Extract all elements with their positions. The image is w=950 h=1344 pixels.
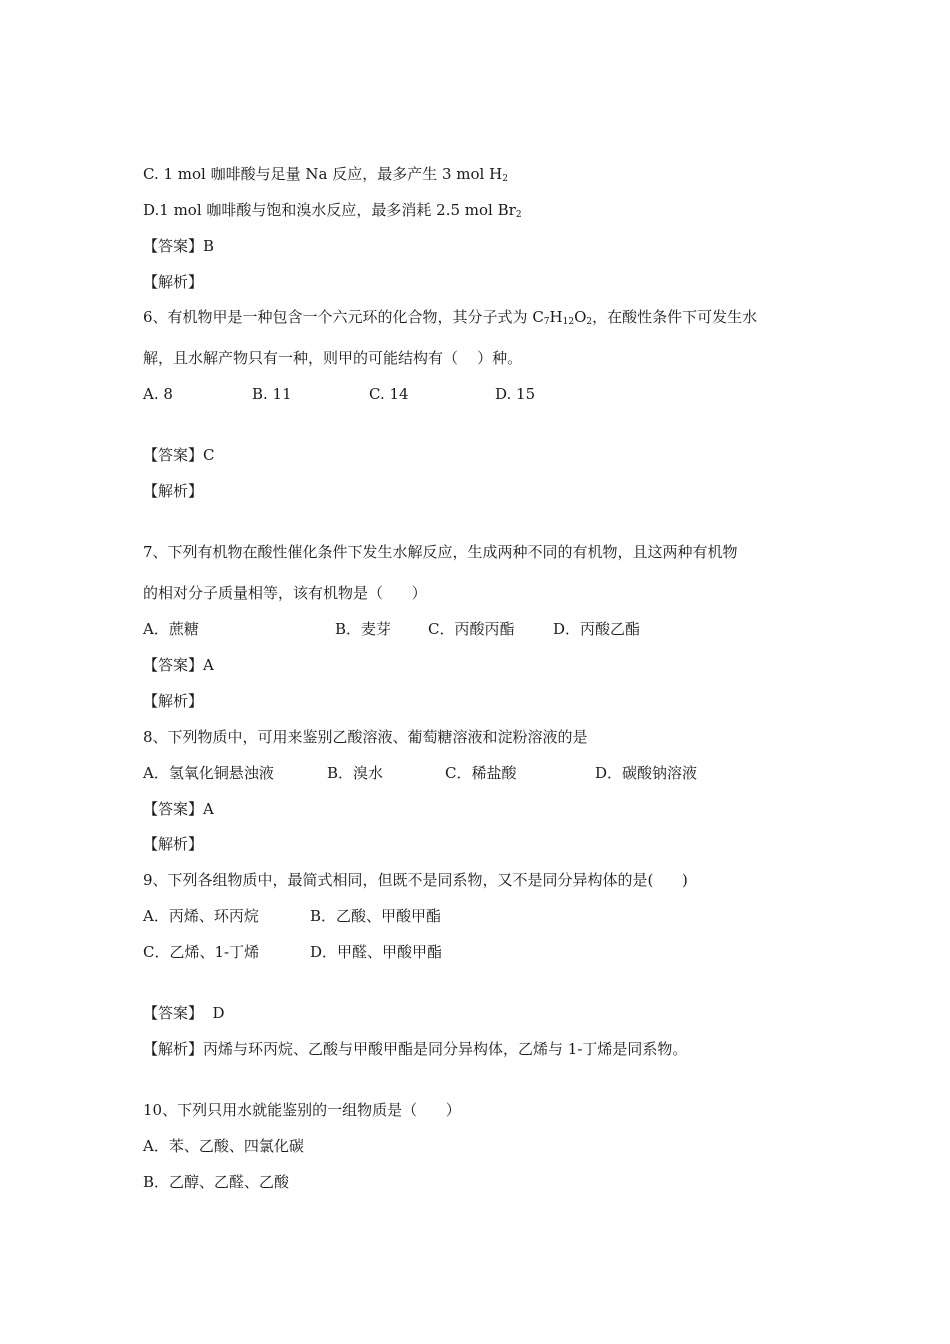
q8-option-d: D．碳酸钠溶液: [595, 764, 698, 782]
q6-answer: 【答案】C: [143, 446, 215, 464]
q7-option-a: A．蔗糖: [143, 620, 199, 638]
q6-option-c: C. 14: [369, 385, 409, 403]
q5-option-c: C. 1 mol 咖啡酸与足量 Na 反应，最多产生 3 mol $H_2$: [143, 165, 508, 184]
q7-option-c: C．丙酸丙酯: [428, 620, 515, 638]
q6-option-a: A. 8: [143, 385, 173, 403]
q10-option-a: A．苯、乙酸、四氯化碳: [143, 1137, 304, 1155]
q6-analysis: 【解析】: [143, 482, 204, 500]
q5-answer: 【答案】B: [143, 237, 215, 255]
q6-stem-line2: 解，且水解产物只有一种，则甲的可能结构有（ ）种。: [143, 349, 523, 367]
q7-stem-line1: 7、下列有机物在酸性催化条件下发生水解反应，生成两种不同的有机物，且这两种有机物: [143, 543, 738, 561]
q8-option-c: C．稀盐酸: [445, 764, 517, 782]
q6-option-b: B. 11: [252, 385, 292, 403]
q7-option-d: D．丙酸乙酯: [553, 620, 641, 638]
q5-analysis: 【解析】: [143, 273, 204, 291]
q7-stem-line2: 的相对分子质量相等，该有机物是（ ）: [143, 584, 427, 602]
q9-option-d: D．甲醛、甲酸甲酯: [310, 943, 443, 961]
q10-option-b: B．乙醇、乙醛、乙酸: [143, 1173, 290, 1191]
q8-option-b: B．溴水: [327, 764, 384, 782]
q8-analysis: 【解析】: [143, 835, 204, 853]
q9-analysis: 【解析】丙烯与环丙烷、乙酸与甲酸甲酯是同分异构体，乙烯与 1-丁烯是同系物。: [143, 1040, 688, 1058]
q5-option-d: D.1 mol 咖啡酸与饱和溴水反应，最多消耗 2.5 mol $Br_2$: [143, 201, 522, 220]
q9-option-b: B．乙酸、甲酸甲酯: [310, 907, 442, 925]
q8-answer: 【答案】A: [143, 800, 214, 818]
q10-stem: 10、下列只用水就能鉴别的一组物质是（ ）: [143, 1101, 461, 1119]
q6-stem-line1: 6、有机物甲是一种包含一个六元环的化合物，其分子式为 $C_7H_{12}O_2$，在酸性条件下可发生水: [143, 308, 758, 327]
q8-stem: 8、下列物质中，可用来鉴别乙酸溶液、葡萄糖溶液和淀粉溶液的是: [143, 728, 588, 746]
q9-option-a: A．丙烯、环丙烷: [143, 907, 259, 925]
q7-analysis: 【解析】: [143, 692, 204, 710]
q7-answer: 【答案】A: [143, 656, 214, 674]
q7-option-b: B．麦芽: [335, 620, 392, 638]
q9-option-c: C．乙烯、1-丁烯: [143, 943, 260, 961]
q8-option-a: A．氢氧化铜悬浊液: [143, 764, 274, 782]
q9-answer: 【答案】 D: [143, 1004, 225, 1022]
q9-stem: 9、下列各组物质中，最简式相同，但既不是同系物，又不是同分异构体的是( ): [143, 871, 688, 889]
q6-option-d: D. 15: [495, 385, 536, 403]
